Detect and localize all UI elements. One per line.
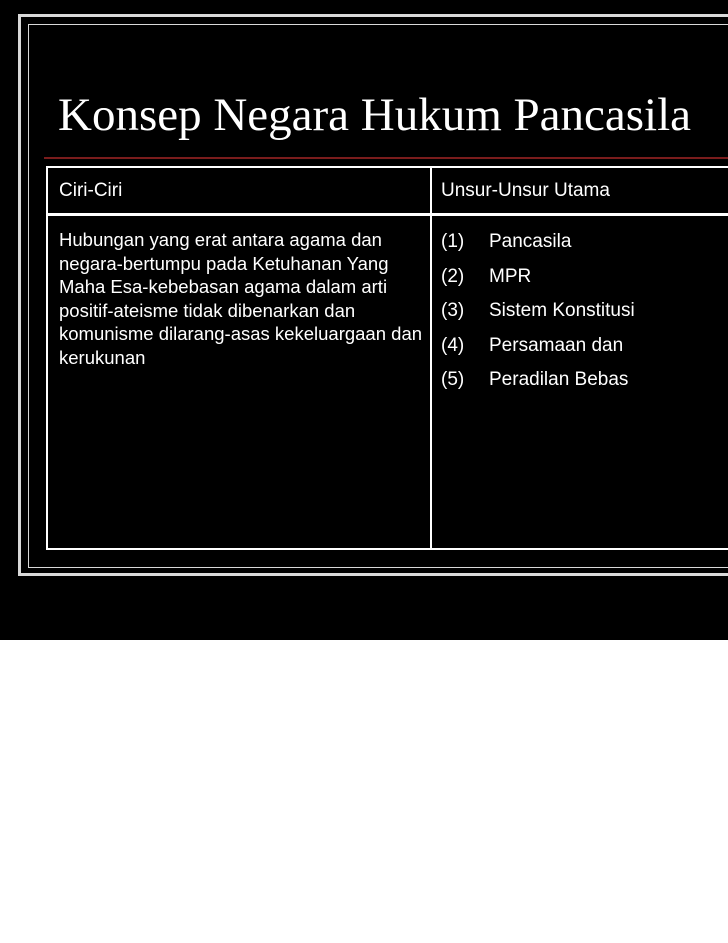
list-item-text: Sistem Konstitusi <box>489 300 635 321</box>
list-item-text: Pancasila <box>489 231 572 252</box>
list-item-number: (2) <box>441 265 465 287</box>
list-item-number: (5) <box>441 369 465 390</box>
unsur-list <box>441 230 635 403</box>
list-item <box>441 299 635 334</box>
list-item <box>441 368 635 403</box>
concept-table <box>46 166 728 550</box>
list-item-number: (4) <box>441 334 465 356</box>
list-item-text: Persamaan dan <box>489 334 624 356</box>
table-header-row <box>48 168 728 216</box>
list-item-text: Peradilan Bebas <box>489 369 629 390</box>
column-divider <box>430 168 432 548</box>
list-item <box>441 265 635 300</box>
header-unsur-unsur-utama: Unsur-Unsur Utama <box>441 180 610 201</box>
ciri-ciri-cell: Hubungan yang erat antara agama dan negara-bertumpu pada Ketuhanan Yang Maha Esa-kebebasan agama dalam arti positif-ateisme tidak dibenarkan dan komunisme dilarang-asas kekeluargaan dan kerukunan <box>59 229 423 368</box>
list-item-number: (3) <box>441 300 465 321</box>
list-item <box>441 334 635 369</box>
header-ciri-ciri: Ciri-Ciri <box>59 180 123 201</box>
slide-title: Konsep Negara Hukum Pancasila <box>58 89 692 141</box>
list-item <box>441 230 635 265</box>
list-item-number: (1) <box>441 231 465 252</box>
title-underline <box>44 157 728 159</box>
list-item-text: MPR <box>489 265 532 287</box>
